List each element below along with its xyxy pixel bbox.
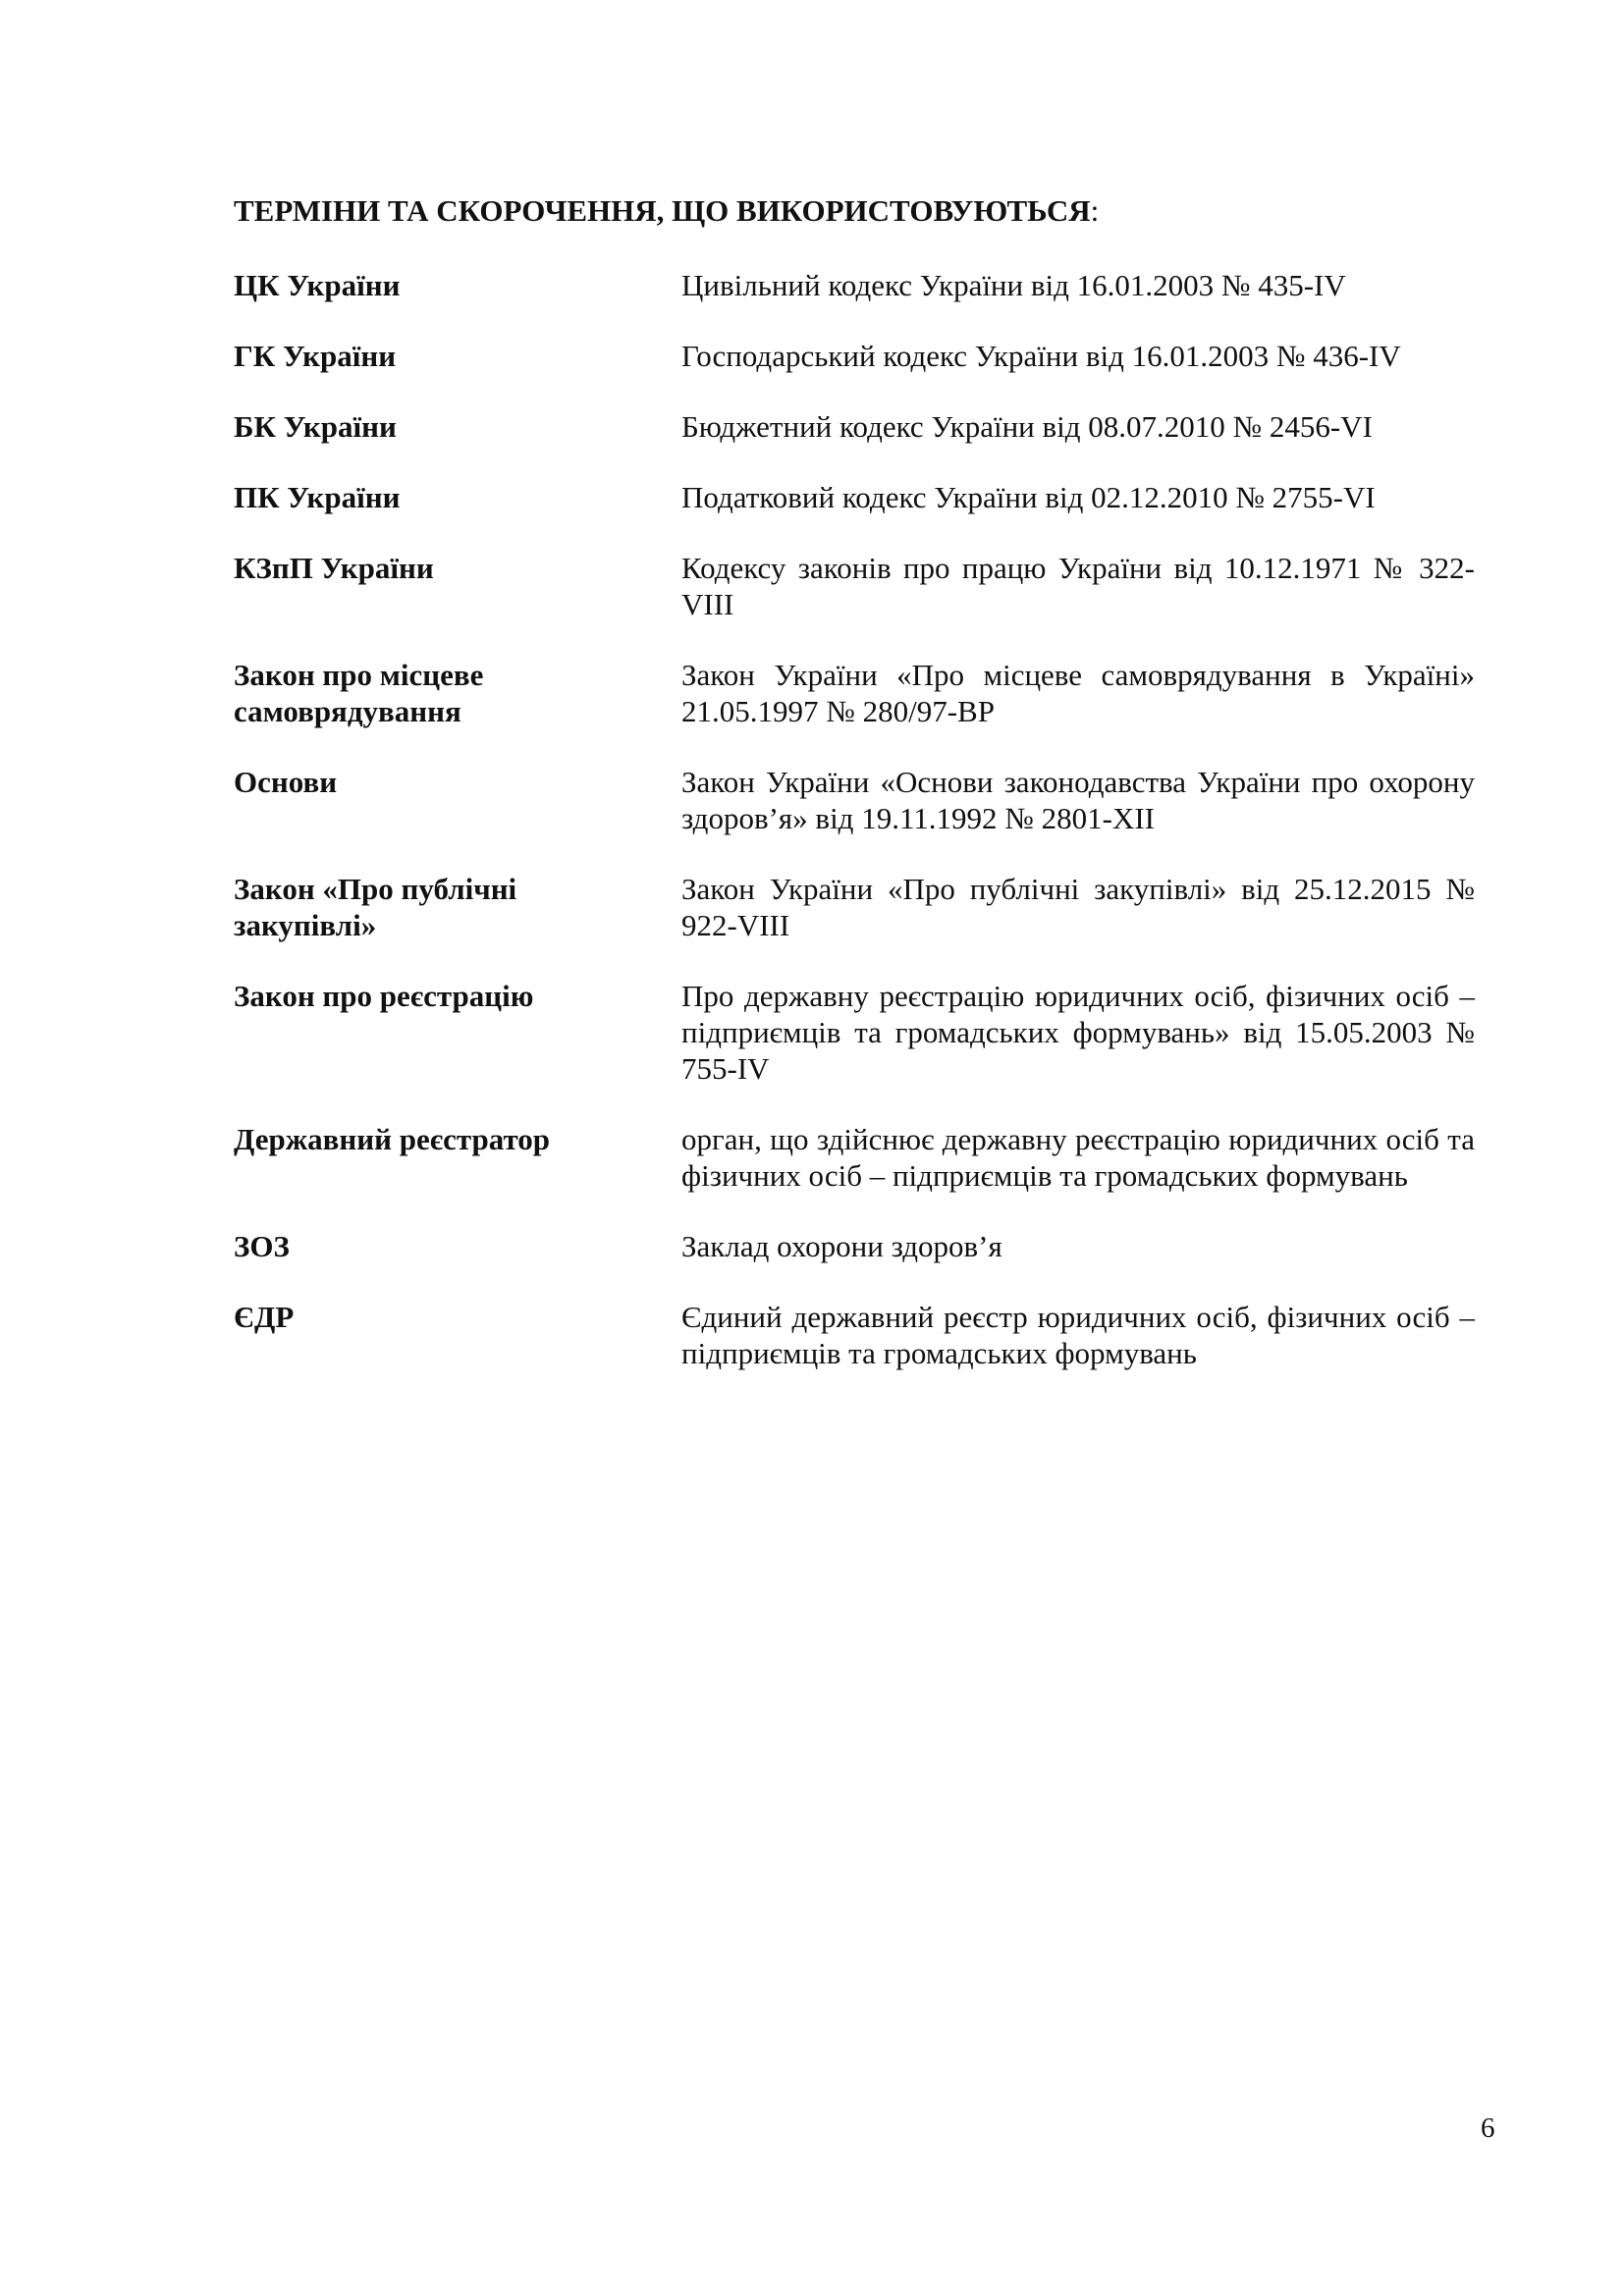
term-name: ЄДР xyxy=(234,1300,295,1334)
term-name: ПК України xyxy=(234,480,401,514)
title-colon: : xyxy=(1090,193,1100,228)
term-row xyxy=(234,764,1483,836)
term-name: ГК України xyxy=(234,339,397,373)
term-row xyxy=(234,1228,1483,1264)
term-definition: Заклад охорони здоров’я xyxy=(681,1229,1002,1263)
term-row xyxy=(234,338,1483,374)
term-definition: Єдиний державний реєстр юридичних осіб, фізичних осіб – підприємців та громадських формувань xyxy=(681,1300,1475,1370)
term-row xyxy=(234,550,1483,622)
term-definition: Закон України «Основи законодавства України про охорону здоров’я» від 19.11.1992 № 2801-XII xyxy=(681,765,1475,835)
term-row xyxy=(234,1121,1483,1194)
terms-list xyxy=(234,267,1483,1406)
term-name: БК України xyxy=(234,409,397,444)
term-name: Державний реєстратор xyxy=(234,1122,551,1156)
term-row xyxy=(234,1299,1483,1371)
term-row xyxy=(234,978,1483,1087)
term-name: ЦК України xyxy=(234,268,401,302)
title-text: ТЕРМІНИ ТА СКОРОЧЕННЯ, ЩО ВИКОРИСТОВУЮТЬСЯ xyxy=(234,193,1091,228)
term-definition: орган, що здійснює державну реєстрацію юридичних осіб та фізичних осіб – підприємців та громадських формувань xyxy=(681,1122,1475,1193)
page-title xyxy=(234,192,1099,230)
term-name: Закон про реєстрацію xyxy=(234,979,534,1013)
term-name: Закон про місцеве самоврядування xyxy=(234,658,484,728)
term-name: Закон «Про публічні закупівлі» xyxy=(234,872,517,942)
term-row xyxy=(234,267,1483,303)
term-row xyxy=(234,408,1483,445)
term-name: КЗпП України xyxy=(234,551,434,585)
term-definition: Про державну реєстрацію юридичних осіб, фізичних осіб – підприємців та громадських формувань» від 15.05.2003 № 755-IV xyxy=(681,979,1475,1086)
term-definition: Закон України «Про публічні закупівлі» від 25.12.2015 № 922-VIII xyxy=(681,872,1475,942)
term-definition: Кодексу законів про працю України від 10.12.1971 № 322-VIII xyxy=(681,551,1475,621)
term-definition: Закон України «Про місцеве самоврядування в Україні» 21.05.1997 № 280/97-ВР xyxy=(681,658,1475,728)
term-name: ЗОЗ xyxy=(234,1229,290,1263)
term-row xyxy=(234,657,1483,729)
term-definition: Цивільний кодекс України від 16.01.2003 № 435-IV xyxy=(681,268,1346,302)
term-row xyxy=(234,479,1483,515)
term-name: Основи xyxy=(234,765,338,799)
page-number: 6 xyxy=(1481,2112,1495,2144)
term-row xyxy=(234,871,1483,943)
term-definition: Бюджетний кодекс України від 08.07.2010 № 2456-VI xyxy=(681,409,1373,444)
term-definition: Господарський кодекс України від 16.01.2003 № 436-IV xyxy=(681,339,1401,373)
term-definition: Податковий кодекс України від 02.12.2010 № 2755-VI xyxy=(681,480,1376,514)
